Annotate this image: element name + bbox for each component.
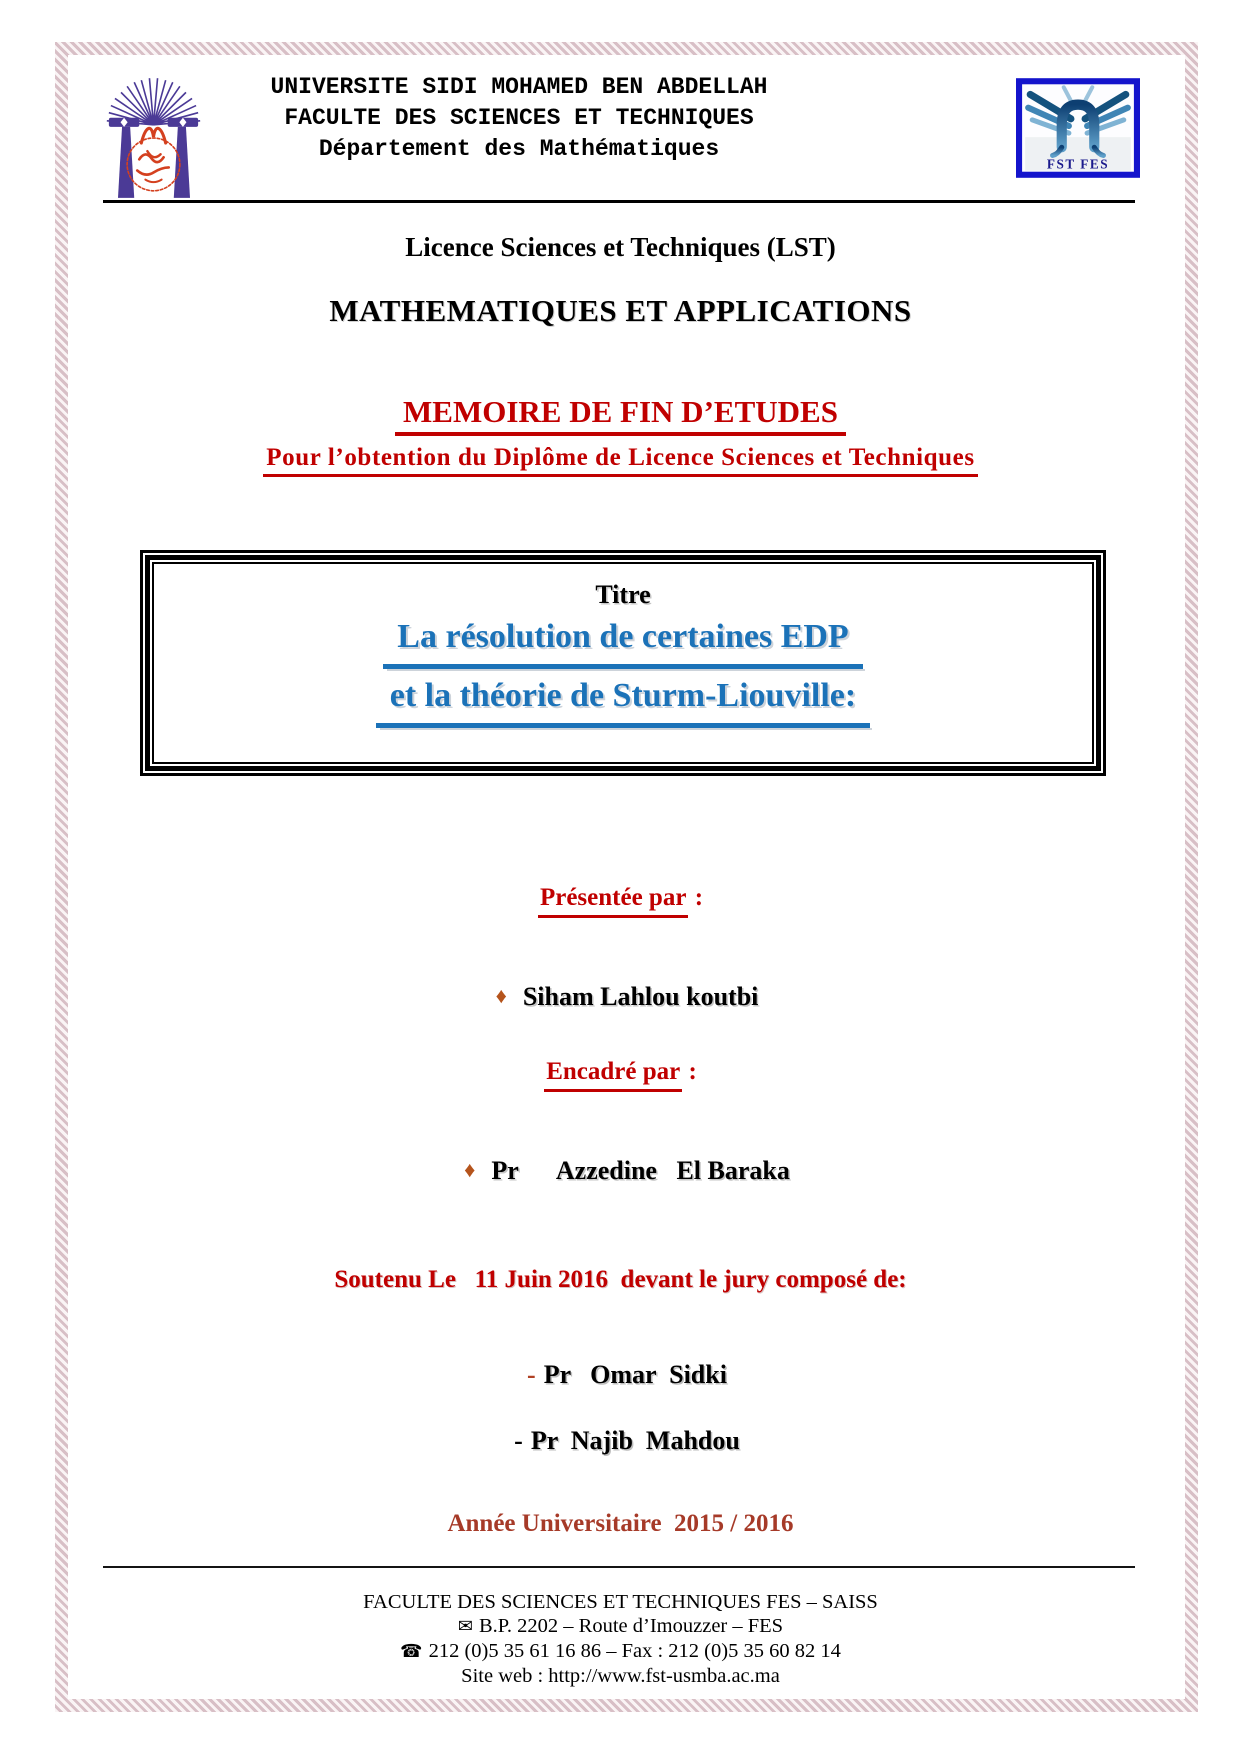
thesis-title-line2: et la théorie de Sturm-Liouville: <box>164 677 1082 728</box>
memoire-subheading-text: Pour l’obtention du Diplôme de Licence Sciences et Techniques <box>263 444 977 477</box>
supervised-by-heading: Encadré par : <box>0 1058 1241 1092</box>
diamond-bullet-icon: ♦ <box>464 1157 476 1182</box>
jury-member-name: Pr Omar Sidki <box>543 1360 727 1389</box>
footer-phone-line <box>0 1639 1241 1664</box>
diamond-bullet-icon: ♦ <box>495 983 507 1008</box>
footer-address: B.P. 2202 – Route d’Imouzzer – FES <box>479 1615 784 1637</box>
footer-contact-block <box>0 1590 1241 1688</box>
memoire-heading <box>0 394 1241 436</box>
university-name: UNIVERSITE SIDI MOHAMED BEN ABDELLAH <box>270 74 768 100</box>
academic-year: Année Universitaire 2015 / 2016 <box>447 1510 794 1537</box>
fst-fes-logo-icon <box>1016 78 1140 178</box>
usmba-university-logo-icon <box>100 66 208 208</box>
envelope-icon: ✉ <box>457 1616 473 1637</box>
memoire-heading-text: MEMOIRE DE FIN D’ETUDES <box>395 394 846 436</box>
footer-phone: 212 (0)5 35 61 16 86 – Fax : 212 (0)5 35 60 82 14 <box>428 1640 841 1662</box>
supervisor-line <box>0 1126 1241 1186</box>
header-institution-block <box>243 72 795 165</box>
supervisor-name: Pr Azzedine El Baraka <box>491 1156 790 1185</box>
title-box <box>140 550 1106 776</box>
jury-member-name: Pr Najib Mahdou <box>530 1426 740 1455</box>
footer-website-line: Site web : http://www.fst-usmba.ac.ma <box>461 1665 780 1687</box>
footer-faculty-line: FACULTE DES SCIENCES ET TECHNIQUES FES – SAISS <box>363 1591 878 1613</box>
list-dash: - <box>527 1360 536 1389</box>
jury-member-row <box>0 1330 1241 1390</box>
author-line <box>0 952 1241 1012</box>
presented-by-heading: Présentée par : <box>0 884 1241 918</box>
logo-calligraphy-seal <box>127 128 180 190</box>
footer-address-line <box>0 1614 1241 1639</box>
header-divider-line <box>103 200 1135 203</box>
jury-member-row <box>0 1396 1241 1456</box>
memoire-subheading <box>0 444 1241 477</box>
title-box-middle-border <box>145 555 1101 771</box>
title-label: Titre <box>595 580 651 609</box>
thesis-title-line1: La résolution de certaines EDP <box>164 618 1082 669</box>
faculty-name: FACULTE DES SCIENCES ET TECHNIQUES <box>284 105 754 131</box>
title-box-inner <box>152 562 1094 764</box>
specialty-title: MATHEMATIQUES ET APPLICATIONS <box>329 293 912 328</box>
degree-line: Licence Sciences et Techniques (LST) <box>405 232 836 262</box>
department-name: Département des Mathématiques <box>318 136 720 162</box>
author-name: Siham Lahlou koutbi <box>522 982 759 1011</box>
fst-fes-label: FST FES <box>1046 156 1110 172</box>
telephone-icon: ☎ <box>400 1641 423 1662</box>
defense-statement: Soutenu Le 11 Juin 2016 devant le jury composé de: <box>334 1266 907 1293</box>
list-dash: - <box>514 1426 523 1455</box>
footer-divider-line <box>103 1566 1135 1568</box>
